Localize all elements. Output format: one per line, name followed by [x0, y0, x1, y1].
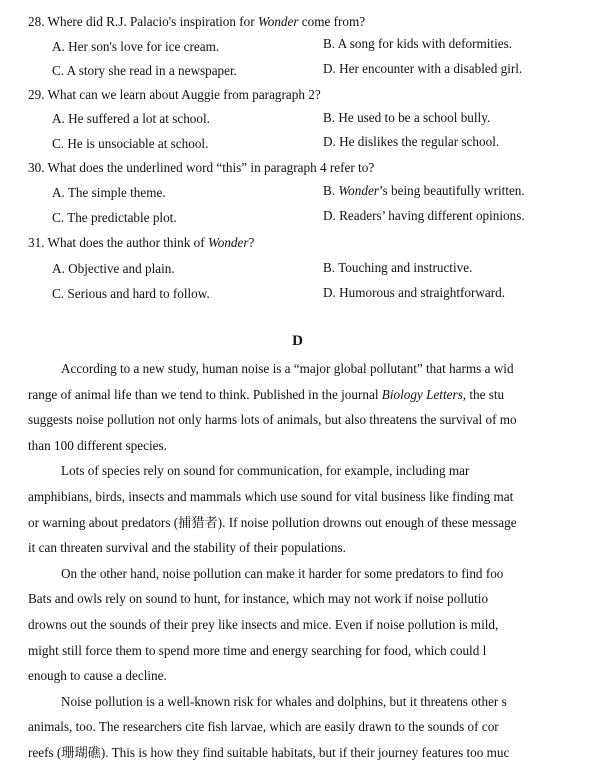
passage-line: According to a new study, human noise is a “major global pollutant” that harms a wid: [61, 361, 514, 376]
q28-option-b: B. A song for kids with deformities.: [323, 36, 513, 51]
q31-option-a: A. Objective and plain.: [52, 261, 175, 276]
q29-option-b: B. He used to be a school bully.: [323, 110, 491, 125]
passage-line: than 100 different species.: [28, 437, 167, 453]
option-text: ’s being beautifully written.: [378, 183, 525, 198]
passage-text: , the stu: [462, 386, 505, 402]
stem-text: 31. What does the author think of: [28, 235, 208, 250]
passage-line: [28, 382, 595, 408]
passage-text: range of animal life than we tend to think. Published in the journal: [28, 386, 382, 402]
q30-option-b: [323, 183, 525, 199]
q28-option-a: A. Her son's love for ice cream.: [52, 39, 220, 54]
passage-line: reefs (珊瑚礁). This is how they find suitable habitats, but if their journey features too muc: [28, 744, 510, 760]
stem-text: ?: [248, 235, 255, 250]
passage: [28, 356, 595, 766]
passage-line: animals, too. The researchers cite fish larvae, which are easily drawn to the sounds of cor: [28, 719, 499, 735]
journal-title: Biology Letters: [381, 386, 463, 402]
option-text: B.: [323, 183, 339, 198]
stem-text: 28. Where did R.J. Palacio's inspiration for: [28, 14, 258, 29]
q31-option-b: B. Touching and instructive.: [323, 260, 473, 275]
question-29-stem: 29. What can we learn about Auggie from paragraph 2?: [28, 87, 321, 102]
passage-line: or warning about predators (捕猎者). If noise pollution drowns out enough of these message: [28, 514, 517, 530]
question-28-stem: [28, 14, 365, 30]
passage-line: might still force them to spend more time and energy searching for food, which could l: [28, 642, 487, 658]
passage-line: enough to cause a decline.: [28, 668, 167, 684]
option-italic-title: Wonder: [338, 183, 379, 198]
passage-line: Noise pollution is a well-known risk for whales and dolphins, but it threatens other s: [61, 693, 507, 709]
q31-option-d: D. Humorous and straightforward.: [323, 285, 506, 300]
q28-option-d: D. Her encounter with a disabled girl.: [323, 61, 523, 76]
q30-option-c: C. The predictable plot.: [52, 210, 177, 225]
q28-option-c: C. A story she read in a newspaper.: [52, 63, 237, 78]
q31-option-c: C. Serious and hard to follow.: [52, 286, 210, 301]
passage-line: it can threaten survival and the stability of their populations.: [28, 540, 346, 556]
q29-option-a: A. He suffered a lot at school.: [52, 111, 210, 126]
passage-line: On the other hand, noise pollution can make it harder for some predators to find foo: [61, 565, 504, 581]
passage-line: Bats and owls rely on sound to hunt, for instance, which may not work if noise pollutio: [28, 591, 489, 607]
q29-option-c: C. He is unsociable at school.: [52, 136, 209, 151]
stem-italic-title: Wonder: [257, 14, 299, 29]
question-31-stem: [28, 235, 254, 251]
section-title: D: [292, 333, 303, 349]
question-30-stem: 30. What does the underlined word “this” in paragraph 4 refer to?: [28, 160, 375, 175]
stem-text: come from?: [298, 14, 366, 29]
q29-option-d: D. He dislikes the regular school.: [323, 134, 500, 149]
passage-line: suggests noise pollution not only harms lots of animals, but also threatens the survival of mo: [28, 412, 517, 428]
q30-option-a: A. The simple theme.: [52, 185, 166, 200]
q30-option-d: D. Readers’ having different opinions.: [323, 208, 525, 223]
passage-line: Lots of species rely on sound for communication, for example, including mar: [61, 463, 470, 479]
passage-line: amphibians, birds, insects and mammals which use sound for vital business like finding mat: [28, 488, 514, 504]
passage-line: drowns out the sounds of their prey like insects and mice. Even if noise pollution is mild,: [28, 616, 499, 632]
stem-italic-title: Wonder: [207, 235, 249, 250]
